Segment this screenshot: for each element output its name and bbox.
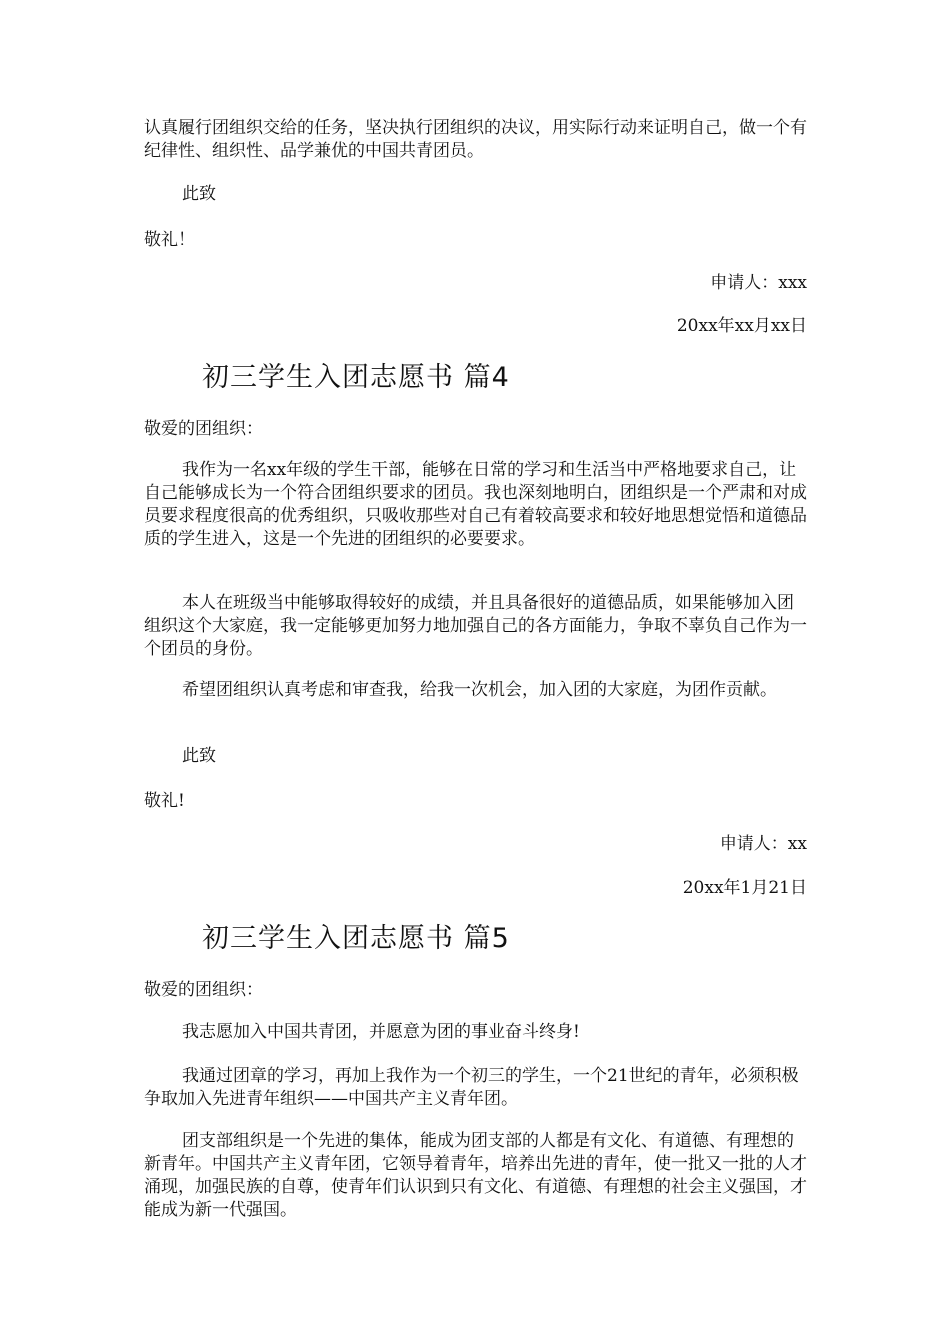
paragraph: 希望团组织认真考虑和审查我，给我一次机会，加入团的大家庭，为团作贡献。 <box>182 680 777 700</box>
paragraph: 我通过团章的学习，再加上我作为一个初三的学生，一个21世纪的青年，必须积极争取加入先进青年组织——中国共产主义青年团。 <box>144 1066 799 1109</box>
paragraph: 本人在班级当中能够取得较好的成绩，并且具备很好的道德品质，如果能够加入团组织这个大家庭，我一定能够更加努力地加强自己的各方面能力，争取不辜负自己作为一个团员的身份。 <box>144 593 807 659</box>
salutation: 敬爱的团组织： <box>144 980 263 1000</box>
section-title: 初三学生入团志愿书 篇4 <box>202 362 510 393</box>
applicant-line: 申请人：xxx <box>710 273 807 293</box>
section-title: 初三学生入团志愿书 篇5 <box>202 923 510 954</box>
closing-line: 此致 <box>182 184 216 204</box>
date-line: 20xx年1月21日 <box>682 878 807 898</box>
paragraph: 认真履行团组织交给的任务，坚决执行团组织的决议，用实际行动来证明自己，做一个有纪律性、组织性、品学兼优的中国共青团员。 <box>144 118 807 161</box>
salutation: 敬爱的团组织： <box>144 419 263 439</box>
date-line: 20xx年xx月xx日 <box>676 316 807 336</box>
closing-salute: 敬礼！ <box>144 230 195 250</box>
closing-salute: 敬礼! <box>144 791 185 811</box>
closing-line: 此致 <box>182 746 216 766</box>
applicant-line: 申请人：xx <box>719 834 807 854</box>
paragraph: 团支部组织是一个先进的集体，能成为团支部的人都是有文化、有道德、有理想的新青年。中国共产主义青年团，它领导着青年，培养出先进的青年，使一批又一批的人才涌现，加强民族的自尊，使青年们认识到只有文化、有道德、有理想的社会主义强国，才能成为新一代强国。 <box>144 1131 807 1220</box>
paragraph: 我志愿加入中国共青团，并愿意为团的事业奋斗终身! <box>182 1022 580 1042</box>
paragraph: 我作为一名xx年级的学生干部，能够在日常的学习和生活当中严格地要求自己，让自己能够成长为一个符合团组织要求的团员。我也深刻地明白，团组织是一个严肃和对成员要求程度很高的优秀组织，只吸收那些对自己有着较高要求和较好地思想觉悟和道德品质的学生进入，这是一个先进的团组织的必要要求。 <box>144 460 807 549</box>
